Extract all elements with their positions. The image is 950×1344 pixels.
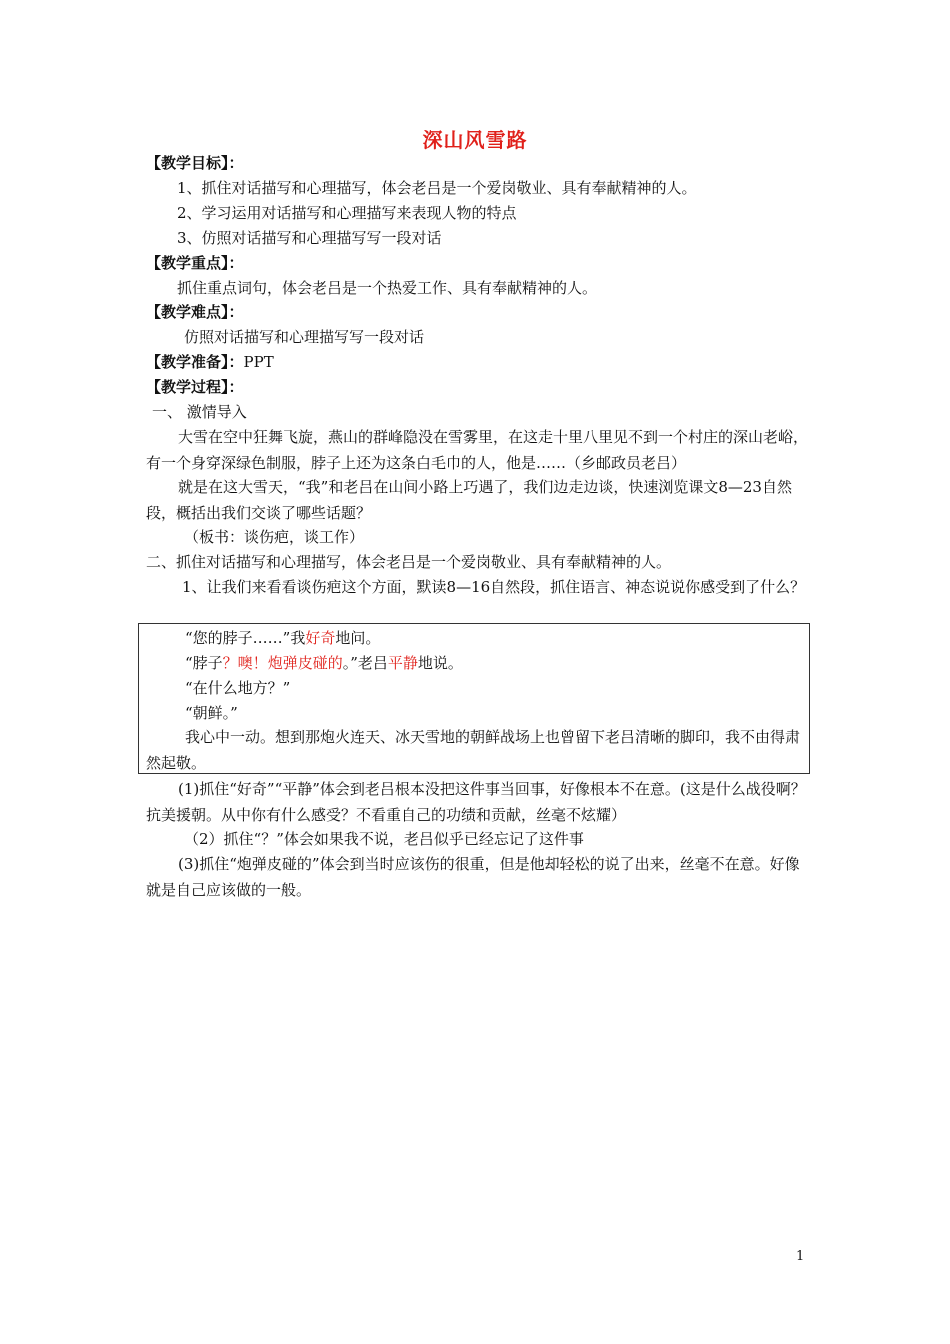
highlight-text: 炮弹皮碰的 [267, 654, 343, 672]
dialogue-excerpt-box [138, 623, 810, 774]
step1-paragraph-1: 大雪在空中狂舞飞旋，燕山的群峰隐没在雪雾里，在这走十里八里见不到一个村庄的深山老峪，有一个身穿深绿色制服，脖子上还为这条白毛巾的人，他是……（乡邮政员老吕） [146, 428, 809, 472]
highlight-text: ？噢！ [222, 654, 268, 672]
dialogue-line-2 [185, 650, 463, 676]
key-points-heading: 【教学重点】： [146, 254, 244, 272]
dialogue-line-3: “在什么地方？” [185, 679, 291, 697]
goals-heading: 【教学目标】： [146, 154, 244, 172]
step1-heading: 一、 激情导入 [152, 403, 247, 421]
step2-heading: 二、抓住对话描写和心理描写，体会老吕是一个爱岗敬业、具有奉献精神的人。 [146, 553, 672, 571]
step2-question: 1、让我们来看看谈伤疤这个方面，默读8—16自然段，抓住语言、神态说说你感受到了什么？ [182, 578, 806, 596]
analysis-note-2: （2）抓住“？”体会如果我不说，老吕似乎已经忘记了这件事 [184, 830, 584, 848]
dialogue-text: “脖子 [185, 654, 223, 672]
difficulty-heading: 【教学难点】： [146, 303, 244, 321]
dialogue-text: 。”老吕 [342, 654, 388, 672]
process-heading: 【教学过程】： [146, 378, 244, 396]
dialogue-line-4: “朝鲜。” [185, 704, 238, 722]
prep-heading: 【教学准备】： [146, 353, 244, 371]
dialogue-text: “您的脖子……”我 [185, 629, 306, 647]
prep-value: PPT [243, 353, 274, 371]
goal-item-2: 2、学习运用对话描写和心理描写来表现人物的特点 [177, 204, 517, 222]
highlight-text: 好奇 [305, 629, 336, 647]
highlight-text: 平静 [387, 654, 418, 672]
page-number: 1 [796, 1249, 805, 1264]
step1-board-note: （板书：谈伤疤，谈工作） [184, 528, 365, 546]
difficulty-text: 仿照对话描写和心理描写写一段对话 [184, 328, 425, 346]
key-points-text: 抓住重点词句，体会老吕是一个热爱工作、具有奉献精神的人。 [177, 279, 598, 297]
goal-item-1: 1、抓住对话描写和心理描写，体会老吕是一个爱岗敬业、具有奉献精神的人。 [177, 179, 697, 197]
dialogue-text: 地说。 [417, 654, 463, 672]
analysis-note-1: (1)抓住“好奇”“平静”体会到老吕根本没把这件事当回事，好像根本不在意。(这是什么战役啊？抗美援朝。从中你有什么感受？不看重自己的功绩和贡献，丝毫不炫耀） [146, 780, 806, 824]
goal-item-3: 3、仿照对话描写和心理描写写一段对话 [177, 229, 442, 247]
step1-paragraph-2: 就是在这大雪天，“我”和老吕在山间小路上巧遇了，我们边走边谈，快速浏览课文8—23自然段，概括出我们交谈了哪些话题？ [146, 478, 792, 522]
dialogue-line-5: 我心中一动。想到那炮火连天、冰天雪地的朝鲜战场上也曾留下老吕清晰的脚印，我不由得肃然起敬。 [146, 728, 801, 772]
dialogue-text: 地问。 [335, 629, 381, 647]
dialogue-line-1 [185, 625, 380, 651]
prep-line [146, 349, 274, 375]
analysis-note-3: (3)抓住“炮弹皮碰的”体会到当时应该伤的很重，但是他却轻松的说了出来，丝毫不在意。好像就是自己应该做的一般。 [146, 855, 800, 899]
document-title: 深山风雪路 [422, 128, 528, 152]
